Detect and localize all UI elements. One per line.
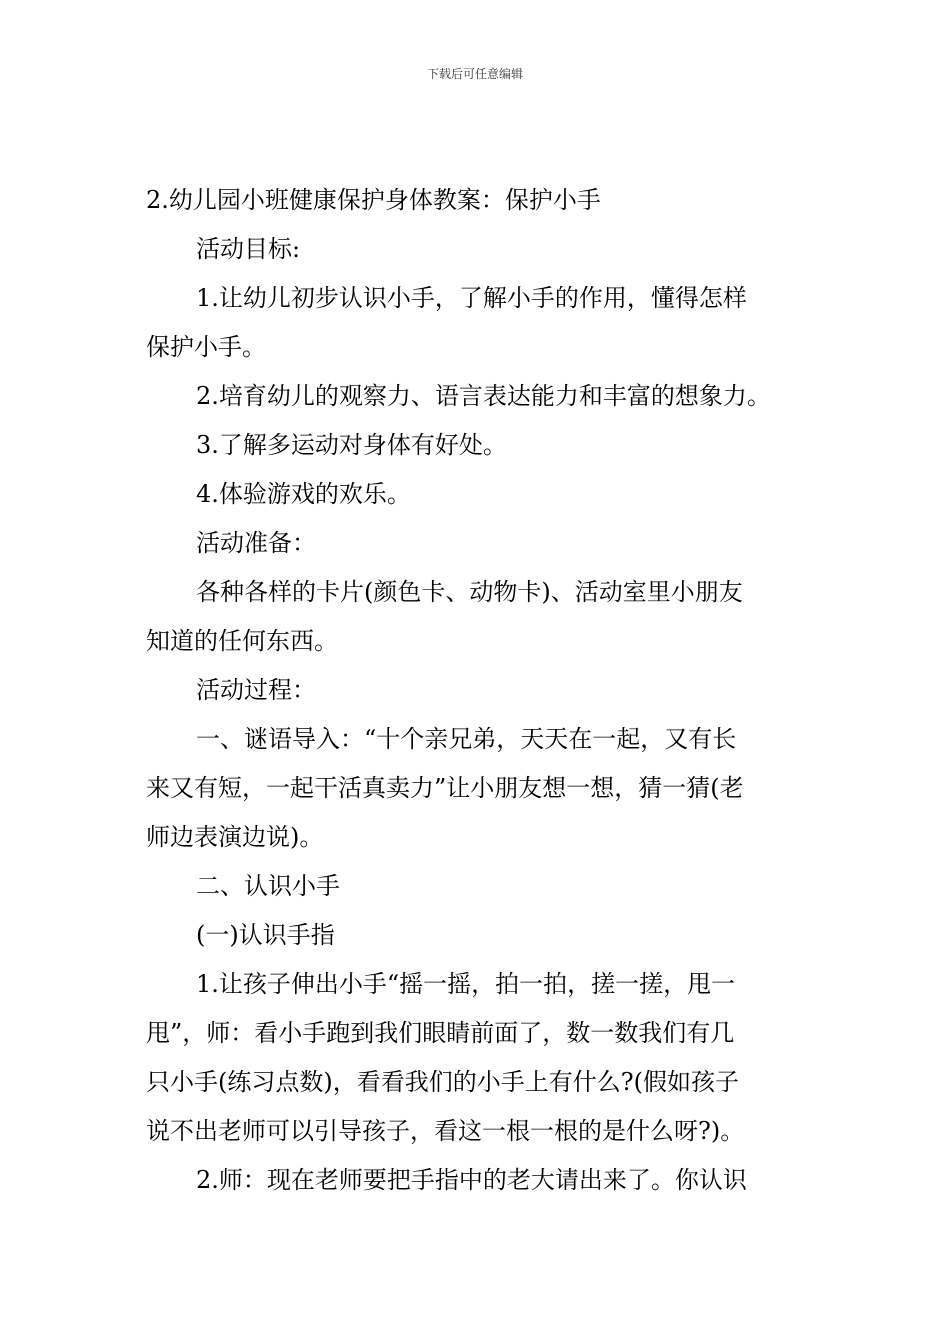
document-line: 4.体验游戏的欢乐。 [196, 480, 411, 508]
document-line: 1.让孩子伸出小手“摇一摇，拍一拍，搓一搓，甩一 [196, 970, 736, 998]
document-line: 一、谜语导入：“十个亲兄弟，天天在一起，又有长 [196, 725, 737, 753]
document-line: 活动准备： [196, 529, 316, 557]
document-line: 说不出老师可以引导孩子，看这一根一根的是什么呀?)。 [146, 1117, 745, 1145]
document-line: 2.培育幼儿的观察力、语言表达能力和丰富的想象力。 [196, 382, 771, 410]
document-line: 只小手(练习点数)，看看我们的小手上有什么?(假如孩子 [146, 1068, 739, 1096]
document-line: 二、认识小手 [196, 872, 340, 900]
document-line: 来又有短，一起干活真卖力”让小朋友想一想，猜一猜(老 [146, 774, 744, 802]
document-line: 保护小手。 [146, 333, 266, 361]
document-line: 2.幼儿园小班健康保护身体教案：保护小手 [146, 186, 601, 214]
document-line: 甩”，师：看小手跑到我们眼睛前面了，数一数我们有几 [146, 1019, 735, 1047]
document-line: 师边表演边说)。 [146, 823, 324, 851]
document-line: 活动目标: [196, 235, 301, 263]
document-line: 各种各样的卡片(颜色卡、动物卡)、活动室里小朋友 [196, 578, 743, 606]
document-line: (一)认识手指 [196, 921, 335, 949]
document-line: 1.让幼儿初步认识小手，了解小手的作用，懂得怎样 [196, 284, 747, 312]
document-line: 知道的任何东西。 [146, 627, 338, 655]
document-line: 3.了解多运动对身体有好处。 [196, 431, 507, 459]
document-body [146, 176, 806, 1205]
document-line: 2.师：现在老师要把手指中的老大请出来了。你认识 [196, 1166, 747, 1194]
page-header-note: 下载后可任意编辑 [426, 67, 523, 81]
document-line: 活动过程： [196, 676, 316, 704]
